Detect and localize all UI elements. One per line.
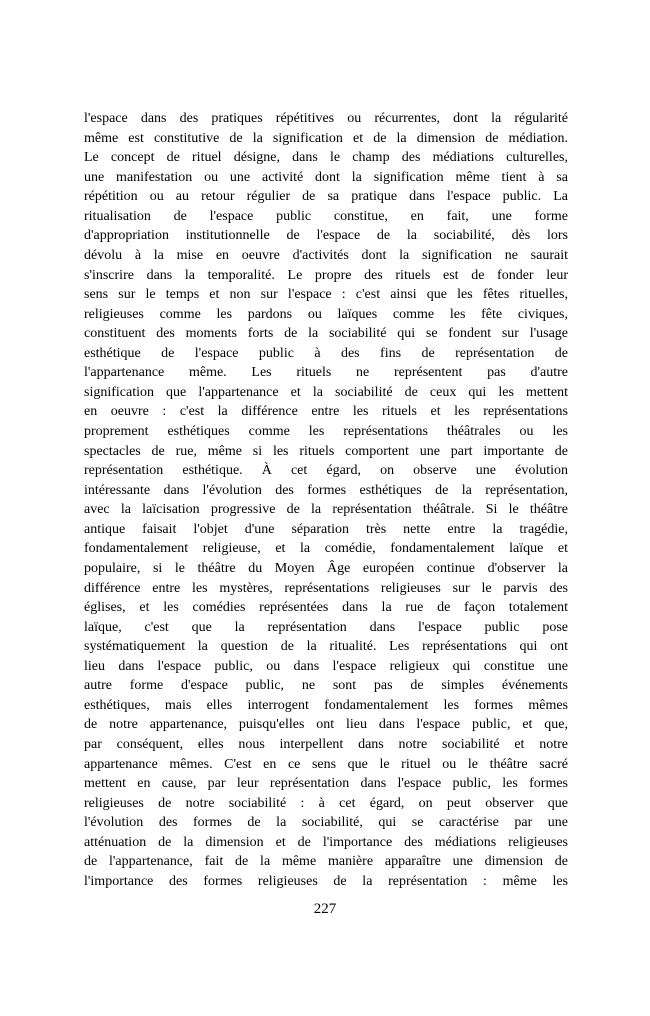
text-line: ritualisation de l'espace public constitue, en fait, une forme	[84, 208, 568, 224]
page-number: 227	[313, 901, 337, 917]
text-line: une manifestation ou une activité dont la signification même tient à sa	[84, 169, 568, 185]
text-line: de l'appartenance, fait de la même manière apparaître une dimension de	[84, 854, 568, 870]
text-line: spectacles de rue, même si les rituels comportent une part importante de	[84, 443, 568, 459]
text-line: Le concept de rituel désigne, dans le champ des médiations culturelles,	[84, 150, 568, 166]
text-line: atténuation de la dimension et de l'importance des médiations religieuses	[84, 834, 568, 850]
text-line: esthétiques, mais elles interrogent fondamentalement les formes mêmes	[84, 697, 568, 713]
text-line: l'espace dans des pratiques répétitives ou récurrentes, dont la régularité	[84, 111, 568, 126]
text-line: antique faisait l'objet d'une séparation très nette entre la tragédie,	[84, 521, 568, 537]
text-line: l'importance des formes religieuses de la représentation : même les	[84, 873, 568, 889]
text-line: mettent en cause, par leur représentation dans l'espace public, les formes	[84, 776, 568, 792]
text-line: s'inscrire dans la temporalité. Le propre des rituels est de fonder leur	[84, 267, 568, 283]
text-line: signification que l'appartenance et la sociabilité de ceux qui les mettent	[84, 384, 568, 400]
text-line: même est constitutive de la signification et de la dimension de médiation.	[84, 130, 568, 146]
text-line: religieuses de notre sociabilité : à cet égard, on peut observer que	[84, 795, 568, 811]
text-line: lieu dans l'espace public, ou dans l'espace religieux qui constitue une	[84, 658, 568, 674]
text-line: esthétique de l'espace public à des fins de représentation de	[84, 345, 568, 361]
text-line: populaire, si le théâtre du Moyen Âge européen continue d'observer la	[84, 560, 568, 576]
text-line: d'appropriation institutionnelle de l'espace de la sociabilité, dès lors	[84, 228, 568, 244]
text-line: appartenance mêmes. C'est en ce sens que le rituel ou le théâtre sacré	[84, 756, 568, 772]
text-line: sens sur le temps et non sur l'espace : c'est ainsi que les fêtes rituelles,	[84, 287, 568, 303]
text-line: répétition ou au retour régulier de sa pratique dans l'espace public. La	[84, 189, 568, 205]
text-line: dévolu à la mise en oeuvre d'activités dont la signification ne saurait	[84, 247, 568, 263]
text-line: l'appartenance même. Les rituels ne représentent pas d'autre	[84, 365, 568, 381]
text-line: différence entre les mystères, représentations religieuses sur le parvis des	[84, 580, 568, 596]
body-text	[84, 109, 568, 892]
text-line: constituent des moments forts de la sociabilité qui se fondent sur l'usage	[84, 326, 568, 342]
text-line: par conséquent, elles nous interpellent dans notre sociabilité et notre	[84, 737, 568, 752]
text-line: églises, et les comédies représentées dans la rue de façon totalement	[84, 600, 568, 616]
text-line: de notre appartenance, puisqu'elles ont lieu dans l'espace public, et que,	[84, 717, 568, 733]
text-line: représentation esthétique. À cet égard, on observe une évolution	[84, 463, 568, 479]
text-line: fondamentalement religieuse, et la comédie, fondamentalement laïque et	[84, 541, 568, 557]
text-line: systématiquement la question de la ritualité. Les représentations qui ont	[84, 639, 568, 655]
text-line: religieuses comme les pardons ou laïques comme les fête civiques,	[84, 306, 568, 322]
text-line: l'évolution des formes de la sociabilité, qui se caractérise par une	[84, 815, 568, 831]
text-line: laïque, c'est que la représentation dans l'espace public pose	[84, 619, 568, 635]
text-line: intéressante dans l'évolution des formes esthétiques de la représentation,	[84, 482, 568, 498]
text-line: avec la laïcisation progressive de la représentation théâtrale. Si le théâtre	[84, 502, 568, 518]
text-line: autre forme d'espace public, ne sont pas de simples événements	[84, 678, 568, 694]
text-line: proprement esthétiques comme les représentations théâtrales ou les	[84, 424, 568, 439]
text-line: en oeuvre : c'est la différence entre les rituels et les représentations	[84, 404, 568, 420]
